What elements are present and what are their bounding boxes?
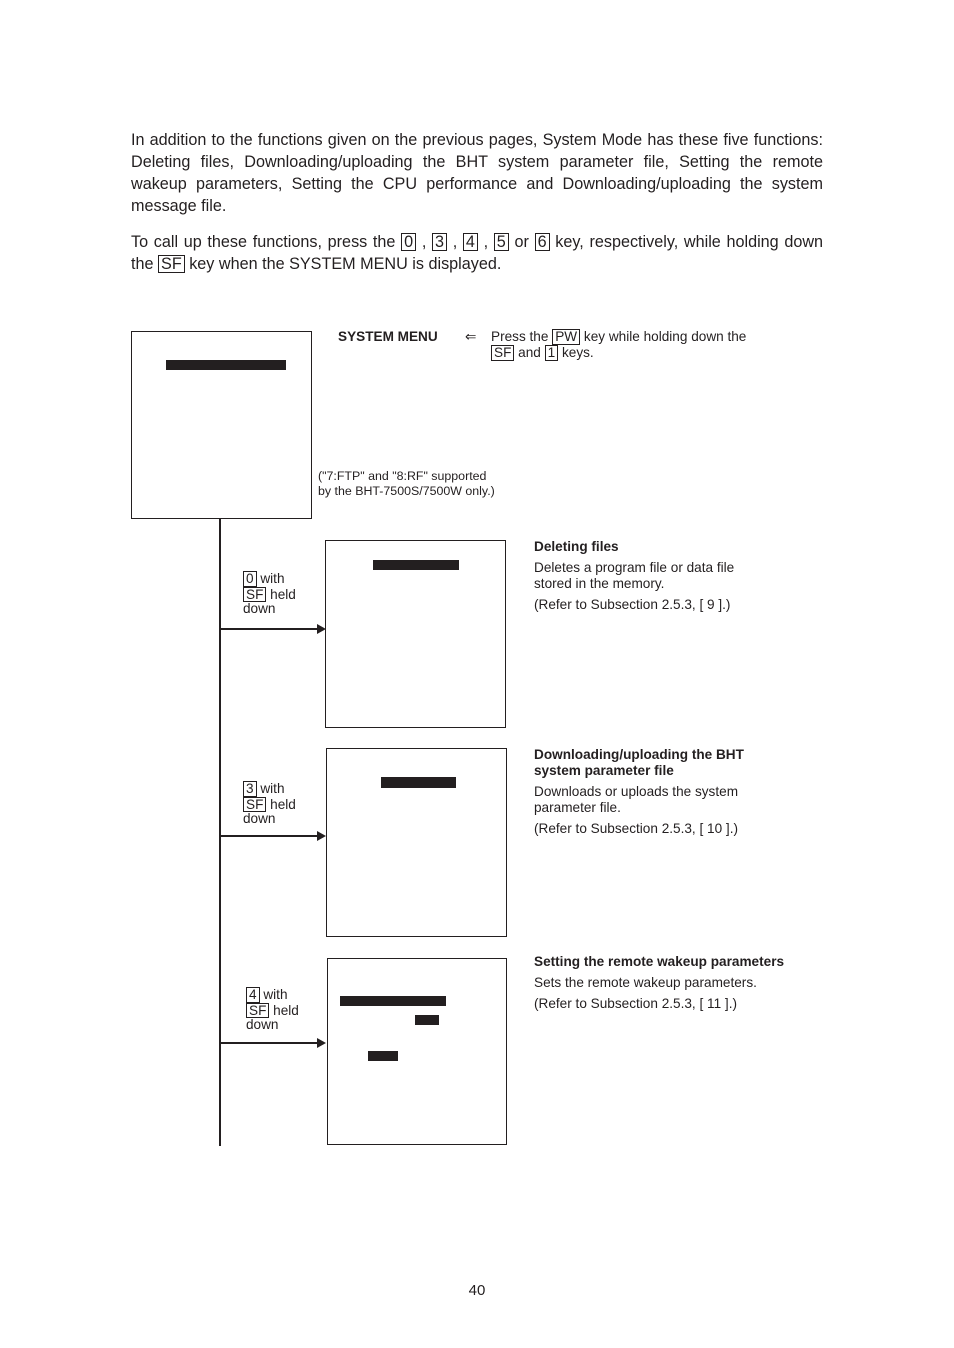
key-sf: SF [243, 797, 266, 813]
system-menu-screen [131, 331, 312, 519]
key-sf: SF [491, 345, 514, 361]
branch-description-4: Setting the remote wakeup parameters Sets the remote wakeup parameters. (Refer to Subsection 2.5.3, [ 11 ].) [534, 954, 834, 1012]
left-double-arrow-icon: ⇐ [465, 329, 477, 344]
system-parameter-screen [326, 748, 507, 937]
system-menu-instruction: Press the PW key while holding down the SF and 1 keys. [491, 329, 747, 360]
branch-title: Setting the remote wakeup parameters [534, 954, 785, 969]
branch-arrow-line [220, 1042, 318, 1044]
key-sf: SF [158, 255, 185, 273]
support-note: ("7:FTP" and "8:RF" supported by the BHT-7500S/7500W only.) [318, 469, 495, 498]
system-menu-label: SYSTEM MENU [338, 329, 438, 344]
intro-paragraph-2: To call up these functions, press the 0 , 3 , 4 , 5 or 6 key, respectively, while holding down the SF key when the SYSTEM MENU is displayed. [131, 233, 824, 273]
key-4: 4 [246, 987, 260, 1003]
branch-label-0: 0 with SF held down [243, 571, 296, 617]
flow-trunk-line [219, 519, 221, 1146]
key-3: 3 [432, 233, 447, 251]
arrow-right-icon [317, 1038, 326, 1048]
highlight-bar [368, 1051, 398, 1061]
key-6: 6 [535, 233, 550, 251]
key-pw: PW [552, 329, 580, 345]
branch-arrow-line [220, 628, 318, 630]
key-3: 3 [243, 781, 257, 797]
arrow-right-icon [317, 831, 326, 841]
key-1: 1 [545, 345, 559, 361]
branch-title: Downloading/uploading the BHT [534, 747, 744, 762]
intro-paragraph-1: In addition to the functions given on the previous pages, System Mode has these five functions: Deleting files, Downloading/uploading the BHT system parameter file, Setting the remote wakeup parameters, Setting the CPU performance and Downloading/uploading the system message file. [131, 131, 823, 215]
branch-description-0: Deleting files Deletes a program file or data file stored in the memory. (Refer to Subsection 2.5.3, [ 9 ].) [534, 539, 834, 613]
branch-title: Deleting files [534, 539, 619, 554]
key-5: 5 [494, 233, 509, 251]
highlight-bar [381, 777, 456, 788]
deleting-files-screen [325, 540, 506, 728]
key-sf: SF [246, 1003, 269, 1019]
key-0: 0 [243, 571, 257, 587]
highlight-bar [373, 560, 459, 570]
page-number: 40 [468, 1282, 486, 1299]
key-sf: SF [243, 587, 266, 603]
branch-description-3: Downloading/uploading the BHT system parameter file Downloads or uploads the system parameter file. (Refer to Subsection 2.5.3, [ 10 ].) [534, 747, 834, 837]
remote-wakeup-screen [327, 958, 507, 1145]
branch-arrow-line [220, 835, 318, 837]
highlight-bar [166, 360, 286, 370]
highlight-bar [415, 1015, 439, 1025]
branch-label-4: 4 with SF held down [246, 987, 299, 1033]
highlight-bar [340, 996, 446, 1006]
key-4: 4 [463, 233, 478, 251]
branch-label-3: 3 with SF held down [243, 781, 296, 827]
key-0: 0 [401, 233, 416, 251]
